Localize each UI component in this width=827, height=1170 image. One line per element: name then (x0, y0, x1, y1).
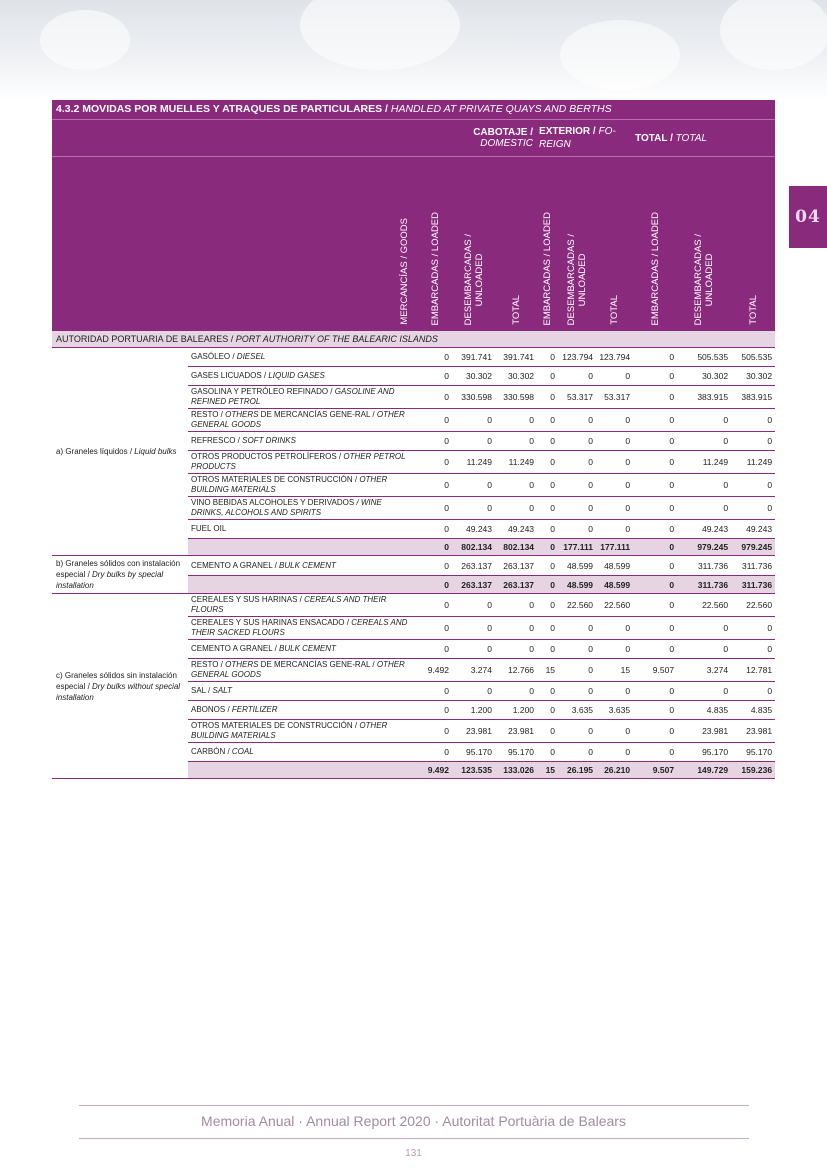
value-cell: 0 (495, 640, 537, 659)
goods-description: CEREALES Y SUS HARINAS / CEREALS AND THEIR FLOURS (188, 594, 418, 617)
value-cell: 0 (418, 474, 452, 497)
value-cell: 311.736 (677, 556, 731, 576)
value-cell: 3.274 (677, 659, 731, 682)
goods-description: GASÓLEO / DIESEL (188, 348, 418, 367)
value-cell: 30.302 (677, 367, 731, 386)
value-cell: 23.981 (495, 720, 537, 743)
subtotal-cell: 123.535 (452, 762, 495, 779)
value-cell: 0 (537, 367, 558, 386)
value-cell: 0 (418, 520, 452, 539)
subtotal-cell: 159.236 (731, 762, 775, 779)
value-cell: 15 (537, 659, 558, 682)
column-header-row (52, 157, 775, 332)
value-cell: 0 (418, 451, 452, 474)
value-cell: 0 (633, 432, 677, 451)
value-cell: 0 (633, 409, 677, 432)
goods-description: SAL / SALT (188, 682, 418, 701)
value-cell: 0 (596, 409, 633, 432)
value-cell: 0 (731, 432, 775, 451)
value-cell: 0 (495, 617, 537, 640)
value-cell: 0 (537, 743, 558, 762)
subtotal-cell: 9.492 (418, 762, 452, 779)
value-cell: 30.302 (452, 367, 495, 386)
value-cell: 0 (418, 386, 452, 409)
value-cell: 0 (596, 743, 633, 762)
value-cell: 0 (418, 617, 452, 640)
value-cell: 22.560 (596, 594, 633, 617)
value-cell: 23.981 (452, 720, 495, 743)
value-cell: 95.170 (495, 743, 537, 762)
value-cell: 0 (418, 720, 452, 743)
subtotal-cell: 0 (418, 539, 452, 556)
value-cell: 0 (495, 432, 537, 451)
value-cell: 0 (537, 682, 558, 701)
subtotal-label-empty (188, 576, 418, 594)
value-cell: 0 (537, 640, 558, 659)
chapter-tab[interactable]: 04 (789, 186, 827, 248)
column-header-loaded: EMBARCADAS / LOADED (633, 157, 677, 332)
value-cell: 0 (537, 556, 558, 576)
value-cell: 0 (537, 432, 558, 451)
subtotal-cell: 149.729 (677, 762, 731, 779)
value-cell: 30.302 (495, 367, 537, 386)
goods-description: VINO BEBIDAS ALCOHOLES Y DERIVADOS / WINE DRINKS, ALCOHOLS AND SPIRITS (188, 497, 418, 520)
row-group-label: a) Graneles líquidos / Liquid bulks (52, 348, 188, 556)
table-row (52, 594, 775, 617)
value-cell: 0 (418, 348, 452, 367)
value-cell: 9.507 (633, 659, 677, 682)
goods-description: CEMENTO A GRANEL / BULK CEMENT (188, 556, 418, 576)
value-cell: 0 (452, 594, 495, 617)
column-header-total: TOTAL (495, 157, 537, 332)
value-cell: 0 (731, 409, 775, 432)
column-header-loaded: EMBARCADAS / LOADED (418, 157, 452, 332)
subtotal-cell: 15 (537, 762, 558, 779)
subtotal-cell: 0 (537, 539, 558, 556)
value-cell: 0 (677, 474, 731, 497)
value-cell: 0 (558, 720, 596, 743)
value-cell: 0 (537, 594, 558, 617)
value-cell: 53.317 (558, 386, 596, 409)
value-cell: 0 (558, 451, 596, 474)
value-cell: 0 (495, 497, 537, 520)
value-cell: 49.243 (677, 520, 731, 539)
value-cell: 22.560 (558, 594, 596, 617)
subtotal-cell: 0 (633, 539, 677, 556)
footer-text: Memoria Anual · Annual Report 2020 · Autoritat Portuària de Balears (201, 1113, 626, 1129)
value-cell: 0 (418, 556, 452, 576)
value-cell: 11.249 (677, 451, 731, 474)
subtotal-cell: 311.736 (677, 576, 731, 594)
row-group-label: b) Graneles sólidos con instalación especial / Dry bulks by special installation (52, 556, 188, 594)
value-cell: 0 (596, 367, 633, 386)
data-table-container (52, 100, 775, 779)
value-cell: 263.137 (495, 556, 537, 576)
value-cell: 263.137 (452, 556, 495, 576)
subtotal-cell: 263.137 (495, 576, 537, 594)
value-cell: 391.741 (452, 348, 495, 367)
value-cell: 0 (731, 617, 775, 640)
table-title (52, 100, 775, 119)
value-cell: 0 (495, 474, 537, 497)
value-cell: 505.535 (731, 348, 775, 367)
value-cell: 0 (558, 474, 596, 497)
value-cell: 0 (596, 497, 633, 520)
subtotal-cell: 26.195 (558, 762, 596, 779)
value-cell: 0 (633, 743, 677, 762)
goods-description: GASOLINA Y PETRÓLEO REFINADO / GASOLINE AND REFINED PETROL (188, 386, 418, 409)
value-cell: 0 (418, 432, 452, 451)
subtotal-cell: 979.245 (731, 539, 775, 556)
subtotal-cell: 263.137 (452, 576, 495, 594)
value-cell: 0 (537, 409, 558, 432)
value-cell: 0 (452, 617, 495, 640)
value-cell: 0 (452, 409, 495, 432)
value-cell: 0 (633, 348, 677, 367)
value-cell: 0 (537, 520, 558, 539)
subtotal-cell: 26.210 (596, 762, 633, 779)
group-header-row (52, 120, 775, 157)
value-cell: 0 (418, 640, 452, 659)
value-cell: 0 (633, 720, 677, 743)
value-cell: 0 (537, 348, 558, 367)
value-cell: 0 (633, 497, 677, 520)
value-cell: 48.599 (558, 556, 596, 576)
value-cell: 0 (418, 682, 452, 701)
subtotal-cell: 0 (633, 576, 677, 594)
subtotal-cell: 979.245 (677, 539, 731, 556)
decorative-blob (300, 0, 460, 70)
subtotal-cell: 177.111 (558, 539, 596, 556)
value-cell: 0 (633, 451, 677, 474)
value-cell: 49.243 (731, 520, 775, 539)
value-cell: 12.766 (495, 659, 537, 682)
goods-description: ABONOS / FERTILIZER (188, 701, 418, 720)
value-cell: 0 (677, 497, 731, 520)
value-cell: 0 (633, 701, 677, 720)
column-header-total: TOTAL (596, 157, 633, 332)
table-title-main: 4.3.2 MOVIDAS POR MUELLES Y ATRAQUES DE PARTICULARES / (56, 103, 391, 115)
subtotal-cell: 0 (418, 576, 452, 594)
value-cell: 391.741 (495, 348, 537, 367)
value-cell: 3.274 (452, 659, 495, 682)
value-cell: 12.781 (731, 659, 775, 682)
value-cell: 0 (537, 451, 558, 474)
value-cell: 11.249 (731, 451, 775, 474)
subtotal-cell: 177.111 (596, 539, 633, 556)
value-cell: 4.835 (731, 701, 775, 720)
value-cell: 0 (633, 367, 677, 386)
section-row (52, 331, 775, 348)
goods-description: OTROS MATERIALES DE CONSTRUCCIÓN / OTHER BUILDING MATERIALS (188, 474, 418, 497)
subtotal-cell: 48.599 (596, 576, 633, 594)
decorative-blob (40, 10, 130, 70)
value-cell: 0 (558, 409, 596, 432)
value-cell: 1.200 (452, 701, 495, 720)
subtotal-label-empty (188, 762, 418, 779)
goods-description: OTROS PRODUCTOS PETROLÍFEROS / OTHER PETROL PRODUCTS (188, 451, 418, 474)
value-cell: 4.835 (677, 701, 731, 720)
value-cell: 383.915 (731, 386, 775, 409)
value-cell: 0 (731, 640, 775, 659)
value-cell: 23.981 (677, 720, 731, 743)
value-cell: 0 (558, 617, 596, 640)
value-cell: 0 (558, 520, 596, 539)
value-cell: 0 (596, 432, 633, 451)
subtotal-cell: 311.736 (731, 576, 775, 594)
page-number: 131 (405, 1148, 422, 1159)
value-cell: 0 (495, 594, 537, 617)
column-header-total: TOTAL (731, 157, 775, 332)
value-cell: 0 (537, 386, 558, 409)
value-cell: 0 (418, 743, 452, 762)
column-header-goods: MERCANCÍAS / GOODS (188, 157, 418, 332)
value-cell: 48.599 (596, 556, 633, 576)
value-cell: 0 (731, 474, 775, 497)
goods-description: RESTO / OTHERS DE MERCANCÍAS GENE-RAL / OTHER GENERAL GOODS (188, 659, 418, 682)
value-cell: 123.794 (596, 348, 633, 367)
subtotal-cell: 133.026 (495, 762, 537, 779)
value-cell: 0 (677, 409, 731, 432)
value-cell: 0 (677, 432, 731, 451)
value-cell: 0 (537, 497, 558, 520)
group-header-empty (52, 120, 418, 157)
data-table (52, 119, 775, 779)
value-cell: 0 (633, 682, 677, 701)
value-cell: 0 (452, 474, 495, 497)
value-cell: 22.560 (677, 594, 731, 617)
subtotal-cell: 0 (537, 576, 558, 594)
group-header-cabotaje: CABOTAJE / DOMESTIC (418, 120, 537, 157)
value-cell: 0 (633, 594, 677, 617)
value-cell: 0 (495, 409, 537, 432)
value-cell: 49.243 (452, 520, 495, 539)
value-cell: 0 (677, 640, 731, 659)
value-cell: 0 (418, 497, 452, 520)
header-background (0, 0, 827, 100)
row-group-label: c) Graneles sólidos sin instalación especial / Dry bulks without special installation (52, 594, 188, 779)
value-cell: 0 (596, 520, 633, 539)
decorative-blob (720, 0, 827, 70)
goods-description: CEREALES Y SUS HARINAS ENSACADO / CEREALS AND THEIR SACKED FLOURS (188, 617, 418, 640)
subtotal-cell: 48.599 (558, 576, 596, 594)
value-cell: 95.170 (452, 743, 495, 762)
value-cell: 0 (558, 659, 596, 682)
value-cell: 0 (596, 617, 633, 640)
subtotal-label-empty (188, 539, 418, 556)
value-cell: 0 (633, 556, 677, 576)
value-cell: 0 (452, 640, 495, 659)
value-cell: 3.635 (558, 701, 596, 720)
goods-description: REFRESCO / SOFT DRINKS (188, 432, 418, 451)
goods-description: OTROS MATERIALES DE CONSTRUCCIÓN / OTHER BUILDING MATERIALS (188, 720, 418, 743)
value-cell: 11.249 (452, 451, 495, 474)
value-cell: 0 (558, 640, 596, 659)
value-cell: 0 (558, 432, 596, 451)
value-cell: 22.560 (731, 594, 775, 617)
value-cell: 0 (558, 497, 596, 520)
value-cell: 0 (633, 617, 677, 640)
value-cell: 123.794 (558, 348, 596, 367)
column-header-loaded: EMBARCADAS / LOADED (537, 157, 558, 332)
subtotal-cell: 802.134 (495, 539, 537, 556)
table-row (52, 556, 775, 576)
value-cell: 53.317 (596, 386, 633, 409)
value-cell: 0 (418, 367, 452, 386)
value-cell: 311.736 (731, 556, 775, 576)
subtotal-cell: 9.507 (633, 762, 677, 779)
goods-description: CARBÓN / COAL (188, 743, 418, 762)
value-cell: 0 (452, 682, 495, 701)
group-header-exterior: EXTERIOR / FO-REIGN (537, 120, 633, 157)
footer-divider-top (79, 1105, 749, 1106)
value-cell: 3.635 (596, 701, 633, 720)
section-label: AUTORIDAD PORTUARIA DE BALEARES / PORT AUTHORITY OF THE BALEARIC ISLANDS (52, 331, 775, 348)
value-cell: 0 (596, 720, 633, 743)
value-cell: 1.200 (495, 701, 537, 720)
value-cell: 0 (452, 432, 495, 451)
value-cell: 330.598 (495, 386, 537, 409)
table-title-italic: HANDLED AT PRIVATE QUAYS AND BERTHS (390, 103, 612, 115)
value-cell: 0 (633, 386, 677, 409)
subtotal-cell: 802.134 (452, 539, 495, 556)
value-cell: 15 (596, 659, 633, 682)
column-header-unloaded: DESEMBARCADAS / UNLOADED (452, 157, 495, 332)
value-cell: 0 (537, 617, 558, 640)
value-cell: 0 (677, 682, 731, 701)
value-cell: 0 (731, 682, 775, 701)
value-cell: 9.492 (418, 659, 452, 682)
value-cell: 0 (677, 617, 731, 640)
value-cell: 0 (495, 682, 537, 701)
value-cell: 0 (596, 451, 633, 474)
value-cell: 49.243 (495, 520, 537, 539)
value-cell: 30.302 (731, 367, 775, 386)
value-cell: 95.170 (731, 743, 775, 762)
goods-description: CEMENTO A GRANEL / BULK CEMENT (188, 640, 418, 659)
value-cell: 0 (558, 743, 596, 762)
goods-description: GASES LICUADOS / LIQUID GASES (188, 367, 418, 386)
value-cell: 0 (418, 594, 452, 617)
value-cell: 0 (731, 497, 775, 520)
goods-description: FUEL OIL (188, 520, 418, 539)
value-cell: 0 (633, 474, 677, 497)
value-cell: 0 (537, 720, 558, 743)
value-cell: 0 (633, 520, 677, 539)
value-cell: 0 (633, 640, 677, 659)
value-cell: 330.598 (452, 386, 495, 409)
value-cell: 0 (537, 474, 558, 497)
value-cell: 0 (596, 682, 633, 701)
value-cell: 0 (418, 701, 452, 720)
value-cell: 0 (537, 701, 558, 720)
column-header-empty (52, 157, 188, 332)
column-header-unloaded: DESEMBARCADAS / UNLOADED (558, 157, 596, 332)
goods-description: RESTO / OTHERS DE MERCANCÍAS GENE-RAL / OTHER GENERAL GOODS (188, 409, 418, 432)
value-cell: 0 (558, 682, 596, 701)
decorative-blob (560, 20, 680, 90)
value-cell: 23.981 (731, 720, 775, 743)
value-cell: 505.535 (677, 348, 731, 367)
value-cell: 0 (452, 497, 495, 520)
value-cell: 0 (558, 367, 596, 386)
table-row (52, 348, 775, 367)
footer-divider-bottom (79, 1138, 749, 1139)
value-cell: 0 (596, 474, 633, 497)
group-header-total: TOTAL / TOTAL (633, 120, 775, 157)
value-cell: 0 (596, 640, 633, 659)
value-cell: 95.170 (677, 743, 731, 762)
value-cell: 0 (418, 409, 452, 432)
value-cell: 11.249 (495, 451, 537, 474)
column-header-unloaded: DESEMBARCADAS / UNLOADED (677, 157, 731, 332)
value-cell: 383.915 (677, 386, 731, 409)
